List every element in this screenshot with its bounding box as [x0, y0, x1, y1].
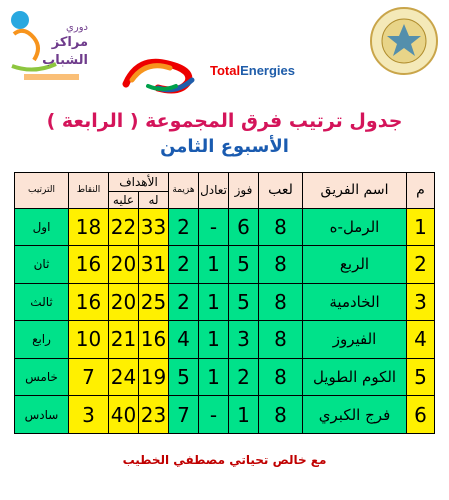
- cell-rank: اول: [15, 208, 69, 246]
- standings-table: [14, 172, 435, 434]
- header-goals: الأهداف: [109, 173, 169, 192]
- logo-left-line3: الشباب: [42, 53, 88, 68]
- table-row: [15, 246, 435, 284]
- cell-goals-against: 22: [109, 208, 139, 246]
- header-played: لعب: [259, 173, 303, 209]
- cell-num: 1: [407, 208, 435, 246]
- cell-won: 2: [229, 358, 259, 396]
- cell-num: 3: [407, 283, 435, 321]
- cell-lost: 7: [169, 396, 199, 434]
- logo-left-line1: دوري: [66, 22, 88, 33]
- cell-lost: 2: [169, 283, 199, 321]
- cell-goals-against: 21: [109, 321, 139, 359]
- cell-played: 8: [259, 358, 303, 396]
- cell-rank: خامس: [15, 358, 69, 396]
- governorate-seal: [369, 6, 439, 76]
- table-row: [15, 208, 435, 246]
- table-row: [15, 321, 435, 359]
- cell-points: 16: [69, 246, 109, 284]
- table-row: [15, 358, 435, 396]
- cell-goals-for: 19: [139, 358, 169, 396]
- cell-won: 1: [229, 396, 259, 434]
- cell-rank: ثالث: [15, 283, 69, 321]
- cell-goals-against: 24: [109, 358, 139, 396]
- cell-goals-against: 40: [109, 396, 139, 434]
- header-won: فوز: [229, 173, 259, 209]
- cell-num: 5: [407, 358, 435, 396]
- cell-drawn: 1: [199, 246, 229, 284]
- cell-won: 6: [229, 208, 259, 246]
- cell-team: الرمل-ه: [303, 208, 407, 246]
- cell-points: 7: [69, 358, 109, 396]
- cell-team: الربع: [303, 246, 407, 284]
- cell-points: 18: [69, 208, 109, 246]
- page-subtitle: الأسبوع الثامن: [160, 136, 289, 157]
- cell-points: 16: [69, 283, 109, 321]
- cell-rank: سادس: [15, 396, 69, 434]
- cell-goals-for: 31: [139, 246, 169, 284]
- cell-lost: 2: [169, 208, 199, 246]
- cell-num: 4: [407, 321, 435, 359]
- cell-goals-against: 20: [109, 246, 139, 284]
- header-goals-against: عليه: [109, 192, 139, 208]
- cell-goals-against: 20: [109, 283, 139, 321]
- cell-won: 5: [229, 246, 259, 284]
- cell-team: الكوم الطويل: [303, 358, 407, 396]
- sponsor-name: TotalEnergies: [210, 63, 296, 78]
- header-goals-for: له: [139, 192, 169, 208]
- cell-drawn: 1: [199, 358, 229, 396]
- cell-lost: 4: [169, 321, 199, 359]
- cell-points: 10: [69, 321, 109, 359]
- page-title: جدول ترتيب فرق المجموعة ( الرابعة ): [46, 110, 403, 132]
- cell-drawn: 1: [199, 283, 229, 321]
- cell-team: الخادمية: [303, 283, 407, 321]
- footer-signature: مع خالص تحياتي مصطفي الخطيب: [122, 453, 327, 467]
- cell-lost: 2: [169, 246, 199, 284]
- cell-goals-for: 25: [139, 283, 169, 321]
- cell-team: الفيروز: [303, 321, 407, 359]
- table-row: [15, 396, 435, 434]
- cell-drawn: -: [199, 396, 229, 434]
- cell-rank: رابع: [15, 321, 69, 359]
- cell-num: 2: [407, 246, 435, 284]
- youth-league-logo: [4, 4, 94, 96]
- header-team: اسم الفريق: [303, 173, 407, 209]
- cell-goals-for: 16: [139, 321, 169, 359]
- cell-played: 8: [259, 321, 303, 359]
- cell-won: 3: [229, 321, 259, 359]
- cell-won: 5: [229, 283, 259, 321]
- header-points: النقاط: [69, 173, 109, 209]
- cell-drawn: -: [199, 208, 229, 246]
- cell-points: 3: [69, 396, 109, 434]
- cell-played: 8: [259, 208, 303, 246]
- cell-played: 8: [259, 283, 303, 321]
- header-drawn: تعادل: [199, 173, 229, 209]
- cell-rank: ثان: [15, 246, 69, 284]
- header-num: م: [407, 173, 435, 209]
- cell-drawn: 1: [199, 321, 229, 359]
- header-lost: هزيمة: [169, 173, 199, 209]
- logo-left-line2: مراكز: [51, 35, 88, 50]
- cell-goals-for: 23: [139, 396, 169, 434]
- header-rank: الترتيب: [15, 173, 69, 209]
- cell-goals-for: 33: [139, 208, 169, 246]
- cell-num: 6: [407, 396, 435, 434]
- cell-lost: 5: [169, 358, 199, 396]
- table-row: [15, 283, 435, 321]
- cell-played: 8: [259, 396, 303, 434]
- cell-team: فرج الكبري: [303, 396, 407, 434]
- cell-played: 8: [259, 246, 303, 284]
